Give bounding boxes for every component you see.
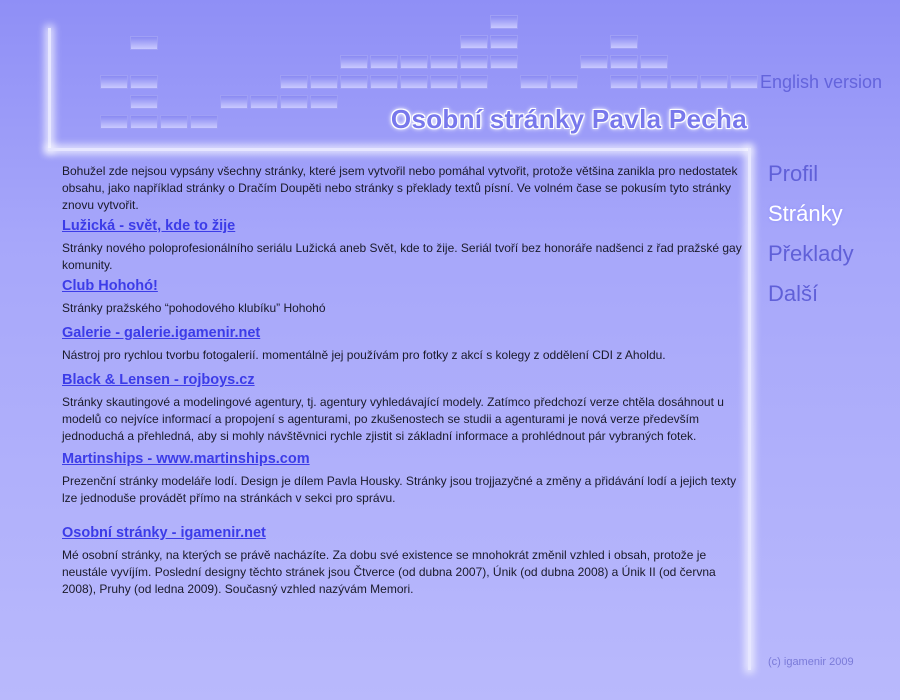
nav-item-profil[interactable]: Profil: [768, 161, 819, 186]
main-content: [62, 163, 744, 602]
project-description: Stránky pražského “pohodového klubíku” Hohohó: [62, 301, 326, 315]
site-title: Osobní stránky Pavla Pecha: [390, 104, 747, 134]
project-description: Nástroj pro rychlou tvorbu fotogalerií. momentálně jej používám pro fotky z akcí s kolegy z oddělení CDI z Aholdu.: [62, 348, 666, 362]
header-bottom-glow-line: [48, 148, 748, 151]
project-description: Stránky nového poloprofesionálního seriálu Lužická aneb Svět, kde to žije. Seriál tvoří bez honoráře nadšenci z řad pražské gay komunity.: [62, 241, 742, 272]
project-link-martinships[interactable]: Martinships - www.martinships.com: [62, 451, 310, 467]
header-left-glow-line: [48, 28, 51, 150]
project-link-osobni-stranky[interactable]: Osobní stránky - igamenir.net: [62, 525, 266, 541]
project-link-black-lensen[interactable]: Black & Lensen - rojboys.cz: [62, 372, 255, 388]
english-version-link[interactable]: English version: [760, 72, 883, 92]
project-description: Stránky skautingové a modelingové agentury, tj. agentury vyhledávající modely. Zatímco předchozí verze chtěla dosáhnout u modelů co nejvíce informací a propojení s agenturami, po zkušenostech se studii a agenturami je nová verze především jednoduchá a přehledná, aby si mohly návštěvnici rychle zjistit si základní informace a prohlédnout pár vybraných fotek.: [62, 395, 724, 443]
project-link-galerie[interactable]: Galerie - galerie.igamenir.net: [62, 325, 261, 341]
nav-item-preklady[interactable]: Překlady: [768, 241, 854, 266]
copyright: (c) igamenir 2009: [768, 656, 854, 668]
nav-item-stranky[interactable]: Stránky: [768, 201, 843, 226]
project-link-club-hohoho[interactable]: Club Hohohó!: [62, 278, 158, 294]
content-right-glow-line: [748, 148, 751, 670]
nav-item-dalsi[interactable]: Další: [768, 281, 819, 306]
project-description: Mé osobní stránky, na kterých se právě nacházíte. Za dobu své existence se mnohokrát změnil vzhled i obsah, protože je neustále vyvíjím. Poslední designy těchto stránek jsou Čtverce (od dubna 2007), Únik (od dubna 2008) a Únik II (od června 2008), Pruhy (od ledna 2009). Současný vzhled nazývám Memori.: [62, 548, 716, 596]
main-nav: [768, 158, 854, 318]
intro-text: Bohužel zde nejsou vypsány všechny stránky, které jsem vytvořil nebo pomáhal vytvořit, protože většina zanikla pro nedostatek obsahu, jako například stránky o Dračím Doupěti nebo stránky s překlady textů písní. Ve volném čase se pokusím tyto stránky znovu vytvořit.: [62, 164, 738, 212]
project-link-luzicka[interactable]: Lužická - svět, kde to žije: [62, 218, 236, 234]
project-description: Prezenční stránky modeláře lodí. Design je dílem Pavla Housky. Stránky jsou trojjazyčné a změny a přidávání lodí a jejich texty lze jednoduše provádět přímo na stránkách v sekci pro správu.: [62, 474, 737, 505]
